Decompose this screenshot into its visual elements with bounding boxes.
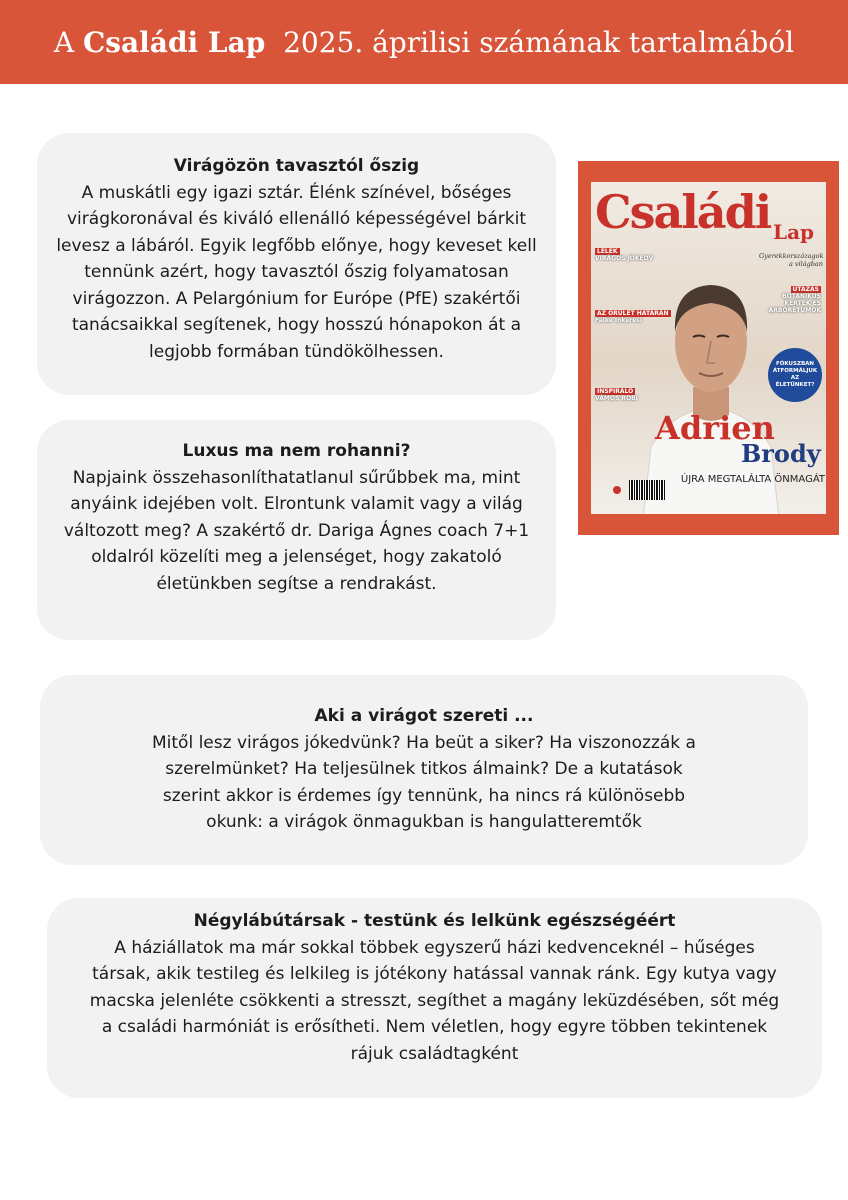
magazine-cover [591,182,826,514]
badge-line: FÓKUSZBAN [775,361,815,367]
header-prefix: A [53,25,83,59]
badge-line: ÁTFORMÁLJUK AZ [772,368,818,381]
article-card-3 [40,675,808,865]
cover-section-label: LÉLEK [597,248,618,255]
cover-focus-badge [768,348,822,402]
barcode-icon [629,480,665,500]
cover-section-text: VIRÁGOS JÓKEDV [595,255,654,262]
cover-section-label: AZ ŐRÜLET HATÁRÁN [597,310,669,317]
cover-masthead: Családi [595,185,771,239]
cover-last-name: Brody [741,439,821,468]
cover-tagline: Gyerekkorszázagok a világban [759,252,824,268]
header-brand: Családi Lap [82,25,266,59]
magazine-cover-frame [578,161,839,535]
publisher-logo-icon [613,486,621,494]
cover-portrait-illustration [631,237,791,514]
cover-section-3 [595,388,638,402]
cover-section-2 [595,310,671,324]
cover-section-1 [595,248,653,262]
cover-first-name: Adrien [655,409,775,447]
article-title: Aki a virágot szereti ... [314,706,534,726]
header-suffix: 2025. áprilisi számának tartalmából [265,25,795,59]
cover-section-text: Falke Inkeresi [595,317,642,324]
page-header [0,0,848,84]
article-title: Luxus ma nem rohanni? [182,441,411,461]
article-title: Virágözön tavasztól őszig [173,156,420,176]
cover-section-text: BOTANIKUS KERTEK ÉS ARBORÉTUMOK [768,293,821,314]
article-body: A muskátli egy igazi sztár. Élénk színével, bőséges virágkoronával és kiváló ellenálló képességével bárkit levesz a lábáról. Egyik legfőbb előnye, hogy keveset kell tennünk azért, hogy tavasztól őszig folyamatosan virágozzon. A Pelargónium for Európe (PfE) szakértői tanácsaikkal segítenek, hogy hosszú hónapokon át a legjobb formában tündökölhessen. [56,182,537,362]
article-card-2 [37,420,556,640]
article-body: Mitől lesz virágos jókedvünk? Ha beüt a siker? Ha viszonozzák a szerelmünket? Ha teljesülnek titkos álmaink? De a kutatások szerint akkor is érdemes így tennünk, ha nincs rá különösebb okunk: a virágok önmagukban is hangulatteremtők [152,732,696,832]
cover-section-label: UTAZÁS [792,286,819,293]
cover-section-4 [761,286,821,314]
badge-line: ÉLETÜNKET? [775,382,815,388]
cover-section-label: INSPIRÁLÓ [597,388,634,395]
cover-section-text: VÁMOS ROBI [595,395,638,402]
cover-headline: ÚJRA MEGTALÁLTA ÖNMAGÁT [680,474,825,485]
article-title: Négylábútársak - testünk és lelkünk egészségéért [193,911,676,931]
article-card-4 [47,898,822,1098]
article-card-1 [37,133,556,395]
article-body: A háziállatok ma már sokkal többek egyszerű házi kedvenceknél – hűséges társak, akik testileg és lelkileg is jótékony hatással vannak ránk. Egy kutya vagy macska jelenléte csökkenti a stresszt, segíthet a magány leküzdésében, sőt még a családi harmóniát is erősítheti. Nem véletlen, hogy egyre többen tekintenek rájuk családtagként [89,937,780,1064]
article-body: Napjaink összehasonlíthatatlanul sűrűbbek ma, mint anyáink idejében volt. Elrontunk valamit vagy a világ változott meg? A szakértő dr. Dariga Ágnes coach 7+1 oldalról közelíti meg a jelenséget, hogy zakatoló életünkben segítse a rendrakást. [63,467,530,594]
cover-masthead-small: Lap [773,220,815,244]
